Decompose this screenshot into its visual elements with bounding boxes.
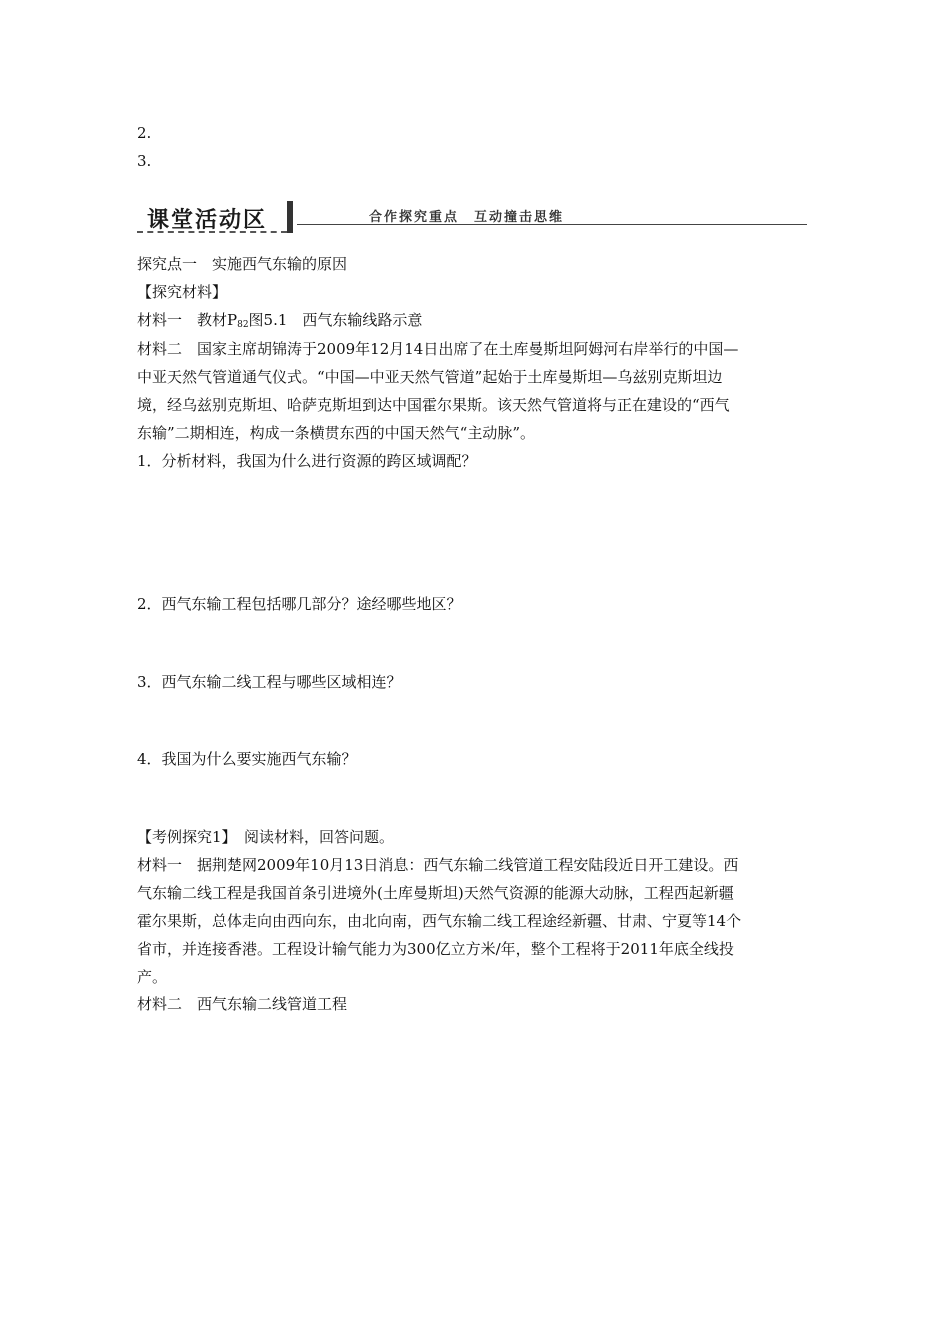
question-1: 1．分析材料，我国为什么进行资源的跨区域调配？ <box>137 452 477 470</box>
question-3: 3．西气东输二线工程与哪些区域相连？ <box>137 673 402 691</box>
example-material1-line: 材料一 据荆楚网2009年10月13日消息：西气东输二线管道工程安陆段近日开工建设。西 <box>137 856 739 874</box>
banner-separator-bar <box>287 201 293 233</box>
example-material2: 材料二 西气东输二线管道工程 <box>137 995 348 1013</box>
material2-line: 中亚天然气管道通气仪式。“中国—中亚天然气管道”起始于土库曼斯坦—乌兹别克斯坦边 <box>137 368 723 386</box>
material2-line: 材料二 国家主席胡锦涛于2009年12月14日出席了在土库曼斯坦阿姆河右岸举行的中国— <box>137 340 739 358</box>
example-material1-line: 省市，并连接香港。工程设计输气能力为300亿立方米/年，整个工程将于2011年底全线投 <box>137 940 734 958</box>
example-material1-line: 气东输二线工程是我国首条引进境外(土库曼斯坦)天然气资源的能源大动脉，工程西起新疆 <box>137 884 734 902</box>
question-4: 4．我国为什么要实施西气东输？ <box>137 750 357 768</box>
material2-line: 东输”二期相连，构成一条横贯东西的中国天然气“主动脉”。 <box>137 424 536 442</box>
material1 <box>137 310 422 335</box>
material1-page-sub: 82 <box>237 320 249 330</box>
banner-subtitle: 合作探究重点 互动撞击思维 <box>369 210 565 225</box>
question-2: 2．西气东输工程包括哪几部分？途经哪些地区？ <box>137 595 462 613</box>
material2-line: 境，经乌兹别克斯坦、哈萨克斯坦到达中国霍尔果斯。该天然气管道将与正在建设的“西气 <box>137 396 730 414</box>
example-material1-line: 产。 <box>137 968 168 986</box>
example-heading: 【考例探究1】 阅读材料，回答问题。 <box>137 828 395 846</box>
material1-pre: 材料一 教材P <box>137 311 238 329</box>
banner-dash-underline <box>137 231 287 233</box>
banner-title: 课堂活动区 <box>147 208 268 233</box>
list-item-3: 3. <box>137 152 152 170</box>
materials-title: 【探究材料】 <box>137 283 228 301</box>
section-banner <box>137 199 807 237</box>
example-material1-line: 霍尔果斯，总体走向由西向东，由北向南，西气东输二线工程途经新疆、甘肃、宁夏等14个 <box>137 912 742 930</box>
material1-post: 图5.1 西气东输线路示意 <box>248 311 423 329</box>
section1-heading: 探究点一 实施西气东输的原因 <box>137 255 348 273</box>
list-item-2: 2. <box>137 124 152 142</box>
